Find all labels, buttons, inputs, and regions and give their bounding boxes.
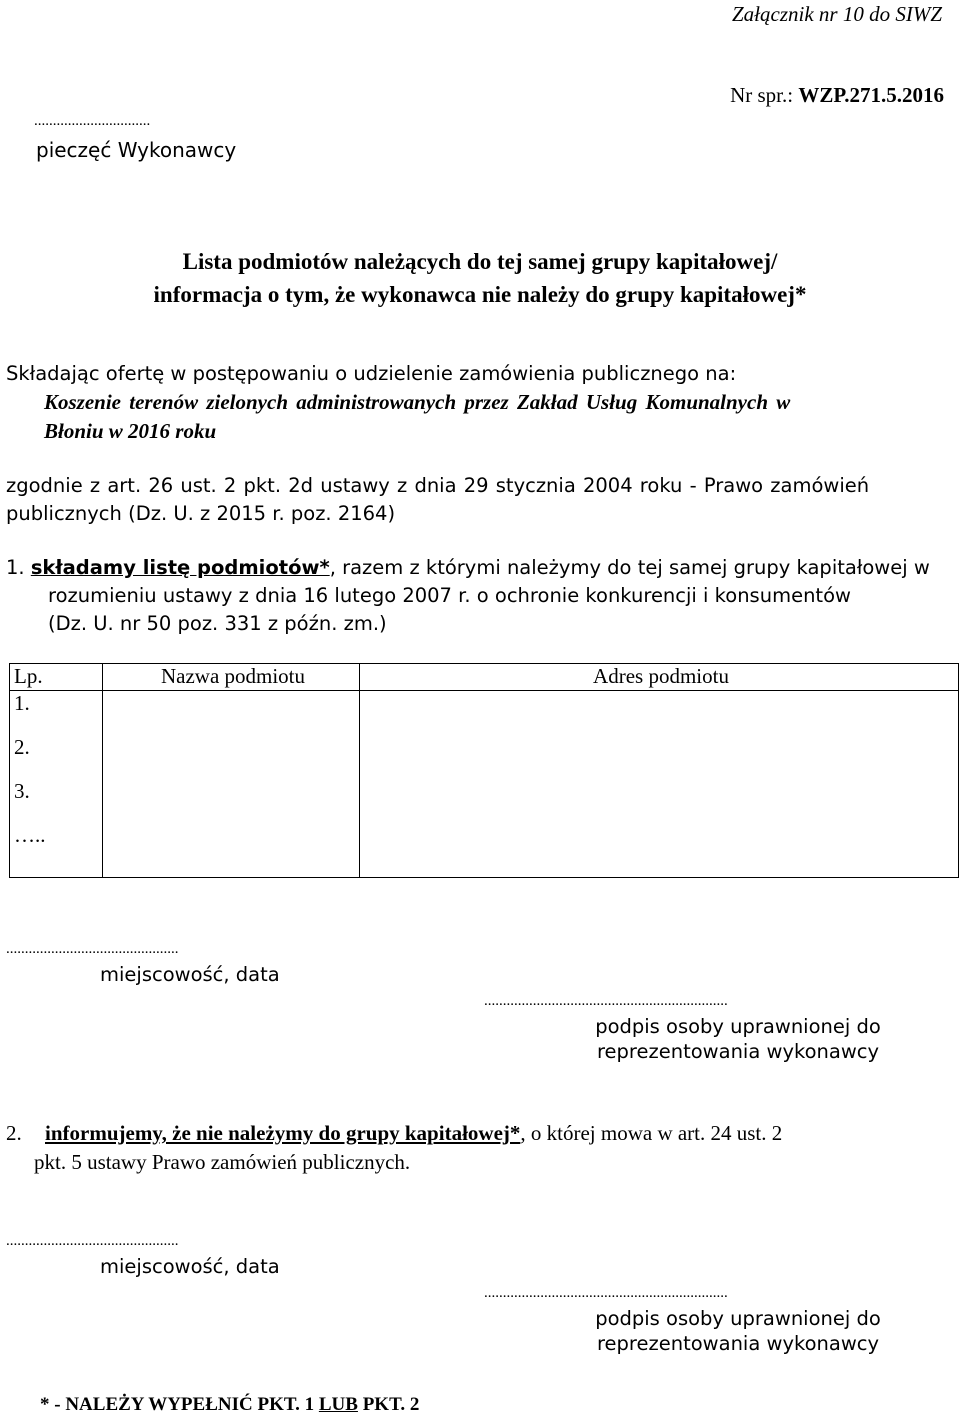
point2-line1	[6, 1121, 782, 1146]
point1-bold-text: składamy listę podmiotów*	[30, 556, 330, 579]
document-title-line1: Lista podmiotów należących do tej samej grupy kapitałowej/	[182, 249, 778, 274]
footnote	[40, 1394, 419, 1417]
row-numbers-cell	[10, 691, 103, 878]
legal-basis-line1: zgodnie z art. 26 ust. 2 pkt. 2d ustawy z dnia 29 stycznia 2004 roku - Prawo zamówień	[6, 474, 870, 497]
signature-label-2a: podpis osoby uprawnionej do	[595, 1307, 881, 1330]
row-number: …..	[14, 823, 46, 847]
place-date-dots-2: ..............................................	[6, 1233, 179, 1249]
point2-bold-text: informujemy, że nie należymy do grupy kapitałowej*	[45, 1121, 521, 1145]
reference-label: Nr spr.:	[730, 83, 799, 107]
row-number: 3.	[14, 779, 30, 803]
header-lp: Lp.	[10, 664, 103, 691]
subject-line1: Koszenie terenów zielonych administrowanych przez Zakład Usług Komunalnych w	[44, 390, 791, 414]
row-number: 2.	[14, 735, 30, 759]
point1-rest: , razem z którymi należymy do tej samej grupy kapitałowej w	[329, 556, 930, 579]
signature-dots-1: .................................................................	[484, 993, 728, 1009]
header-address: Adres podmiotu	[360, 664, 959, 691]
signature-label-1a: podpis osoby uprawnionej do	[595, 1015, 881, 1038]
table-header-row	[10, 664, 959, 691]
row-number: 1.	[14, 691, 30, 715]
footnote-or: LUB	[318, 1394, 358, 1415]
intro-text: Składając ofertę w postępowaniu o udzielenie zamówienia publicznego na:	[6, 362, 737, 385]
reference-number	[730, 83, 944, 108]
point1-number: 1.	[6, 556, 25, 579]
place-date-label-1: miejscowość, data	[100, 963, 280, 986]
point1-line2: rozumieniu ustawy z dnia 16 lutego 2007 r. o ochronie konkurencji i konsumentów	[48, 584, 851, 607]
header-name: Nazwa podmiotu	[103, 664, 360, 691]
footnote-part1: * - NALEŻY WYPEŁNIĆ PKT. 1	[40, 1394, 319, 1415]
subject-line2: Błoniu w 2016 roku	[44, 419, 217, 443]
table-body-row	[10, 691, 959, 878]
point1-line1	[6, 556, 930, 579]
entity-name-cell[interactable]	[103, 691, 360, 878]
point2-rest: , o której mowa w art. 24 ust. 2	[520, 1121, 783, 1145]
signature-label-1b: reprezentowania wykonawcy	[596, 1040, 880, 1063]
point2-line2: pkt. 5 ustawy Prawo zamówień publicznych.	[34, 1150, 411, 1174]
point1-line3: (Dz. U. nr 50 poz. 331 z późn. zm.)	[48, 612, 387, 635]
place-date-dots-1: ..............................................	[6, 941, 179, 957]
attachment-label: Załącznik nr 10 do SIWZ	[732, 2, 942, 26]
stamp-dots: ...............................	[34, 113, 151, 129]
document-title-line2: informacja o tym, że wykonawca nie należy do grupy kapitałowej*	[153, 282, 807, 307]
signature-label-2b: reprezentowania wykonawcy	[596, 1332, 880, 1355]
reference-value: WZP.271.5.2016	[798, 83, 944, 107]
entity-address-cell[interactable]	[360, 691, 959, 878]
place-date-label-2: miejscowość, data	[100, 1255, 280, 1278]
stamp-label: pieczęć Wykonawcy	[36, 138, 237, 162]
footnote-part3: PKT. 2	[357, 1394, 420, 1415]
point2-number: 2.	[6, 1121, 22, 1145]
legal-basis-line2: publicznych (Dz. U. z 2015 r. poz. 2164)	[6, 502, 396, 525]
entities-table	[9, 663, 959, 878]
signature-dots-2: .................................................................	[484, 1285, 728, 1301]
